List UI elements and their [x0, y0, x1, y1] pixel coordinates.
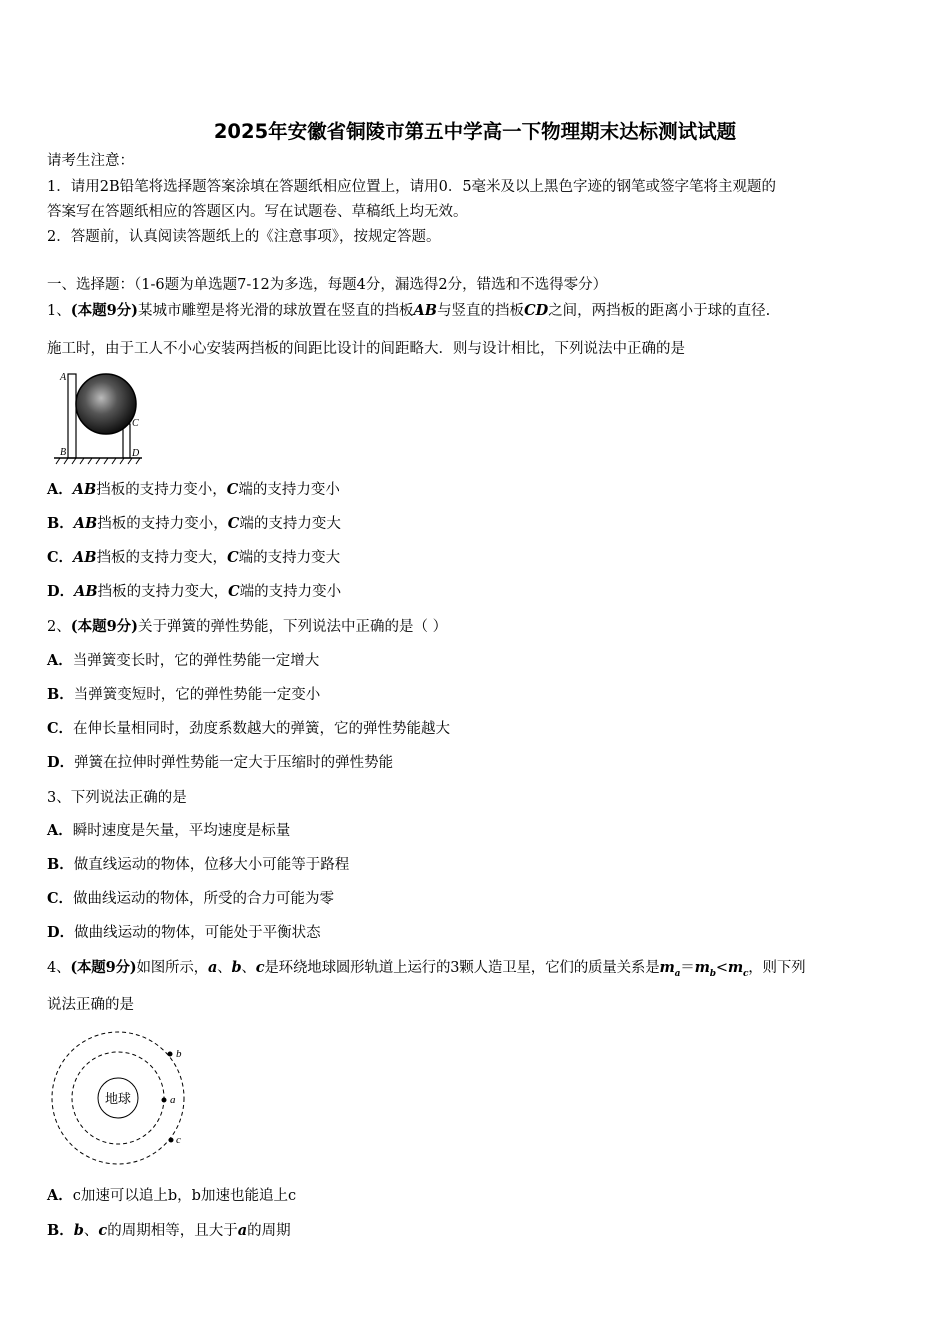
q4-b: b: [231, 959, 242, 976]
option-letter: A．: [47, 652, 73, 669]
q1-number: 1、: [47, 303, 71, 319]
q1-option-c: [47, 549, 340, 567]
option-letter: A．: [47, 822, 73, 839]
q2-option-a: [47, 652, 319, 670]
option-letter: D．: [47, 583, 75, 600]
option-text: 的周期相等，且大于: [107, 1223, 238, 1239]
option-text: 弹簧在拉伸时弹性势能一定大于压缩时的弹性势能: [74, 755, 394, 771]
q3-option-d: [47, 924, 321, 942]
q1-option-a: [47, 481, 340, 499]
option-c: C: [228, 583, 240, 600]
q4-score: (本题9分): [70, 959, 137, 976]
earth-label: 地球: [104, 1092, 132, 1107]
notice-line-3: 2．答题前，认真阅读答题纸上的《注意事项》，按规定答题。: [47, 229, 441, 245]
option-c: c: [98, 1222, 108, 1239]
option-text: 挡板的支持力变大，: [96, 550, 228, 566]
option-text: 挡板的支持力变大，: [97, 584, 229, 600]
ball: [76, 374, 136, 434]
option-ab: AB: [72, 481, 97, 498]
q1-option-d: [47, 583, 341, 601]
mass-subscript: c: [742, 968, 749, 979]
q1-ab: AB: [413, 302, 438, 319]
q4-number: 4、: [47, 960, 71, 976]
q1-cd: CD: [524, 302, 549, 319]
plate-cd: [123, 424, 130, 458]
option-c: C: [227, 515, 240, 532]
ball-between-plates-figure: [50, 368, 150, 466]
option-c: C: [226, 481, 239, 498]
option-text: 当弹簧变长时，它的弹性势能一定增大: [72, 653, 320, 669]
mass-symbol: m: [694, 959, 710, 976]
q4-sep: 、: [217, 960, 232, 976]
q3-stem: 3、下列说法正确的是: [47, 790, 187, 806]
option-sep: 、: [83, 1223, 99, 1239]
satellite-c-label: c: [176, 1134, 181, 1146]
q2-text: 关于弹簧的弹性势能，下列说法中正确的是（ ）: [138, 619, 448, 635]
q4-stem-line-2: 说法正确的是: [47, 997, 134, 1013]
q4-sep: 、: [241, 960, 256, 976]
option-letter: A．: [47, 1187, 73, 1204]
q4-option-b: [47, 1222, 291, 1240]
satellite-a: [162, 1098, 167, 1103]
plate-ab: [68, 374, 76, 458]
q4-option-a: [47, 1187, 296, 1205]
mass-symbol: m: [659, 959, 675, 976]
option-letter: C．: [47, 549, 74, 566]
q2-score: (本题9分): [70, 618, 139, 635]
q4-text: 是环绕地球圆形轨道上运行的3颗人造卫星，它们的质量关系是: [264, 960, 660, 976]
q3-option-a: [47, 822, 290, 840]
q2-option-d: [47, 754, 393, 772]
q1-text: 某城市雕塑是将光滑的球放置在竖直的挡板: [138, 303, 414, 319]
q1-option-b: [47, 515, 341, 533]
less-than-sign: <: [715, 960, 728, 976]
q4-a: a: [207, 959, 218, 976]
option-text: 端的支持力变小: [238, 482, 340, 498]
mass-symbol: m: [727, 959, 743, 976]
notice-line-1: 1．请用2B铅笔将选择题答案涂填在答题纸相应位置上，请用0．5毫米及以上黑色字迹的钢笔或签字笔将主观题的: [47, 179, 777, 195]
option-text: 端的支持力变小: [239, 584, 342, 600]
mass-subscript: a: [674, 968, 681, 979]
q4-text: 如图所示，: [136, 960, 208, 976]
option-text: 的周期: [247, 1223, 291, 1239]
option-c: C: [227, 549, 239, 566]
q1-stem-line-2: 施工时，由于工人不小心安装两挡板的间距比设计的间距略大．则与设计相比，下列说法中正确的是: [47, 341, 685, 357]
satellite-a-label: a: [170, 1094, 176, 1106]
option-text: 做直线运动的物体，位移大小可能等于路程: [73, 857, 350, 873]
q1-text: 与竖直的挡板: [437, 303, 525, 319]
option-text: 当弹簧变短时，它的弹性势能一定变小: [73, 687, 321, 703]
equals-sign: ＝: [680, 960, 695, 976]
option-text: 端的支持力变大: [239, 516, 341, 532]
page-title: 2025年安徽省铜陵市第五中学高一下物理期末达标测试试题: [213, 120, 737, 143]
option-letter: D．: [47, 754, 75, 771]
option-letter: B．: [47, 1222, 74, 1239]
option-letter: B．: [47, 856, 74, 873]
q1-stem-line-1: [47, 302, 770, 320]
option-text: 做曲线运动的物体，可能处于平衡状态: [74, 925, 321, 941]
q4-stem-line-1: [47, 959, 805, 983]
satellite-b: [168, 1052, 173, 1057]
option-text: 在伸长量相同时，劲度系数越大的弹簧，它的弹性势能越大: [73, 721, 451, 737]
q1-text: 之间，两挡板的距离小于球的直径.: [548, 303, 771, 319]
option-letter: C．: [47, 890, 74, 907]
label-d: D: [132, 448, 140, 459]
section-heading: 一、选择题：（1-6题为单选题7-12为多选，每题4分，漏选得2分，错选和不选得零分）: [47, 277, 608, 293]
option-letter: A．: [47, 481, 73, 498]
option-text: c加速可以追上b，b加速也能追上c: [72, 1188, 297, 1204]
q4-text: ，则下列: [748, 960, 806, 976]
option-a: a: [237, 1222, 248, 1239]
option-text: 端的支持力变大: [238, 550, 341, 566]
option-text: 瞬时速度是矢量，平均速度是标量: [72, 823, 291, 839]
notice-heading: 请考生注意：: [47, 153, 134, 169]
option-letter: B．: [47, 515, 74, 532]
q2-option-b: [47, 686, 320, 704]
option-ab: AB: [73, 515, 98, 532]
label-a: A: [60, 372, 67, 383]
q2-number: 2、: [47, 619, 71, 635]
notice-line-2: 答案写在答题纸相应的答题区内。写在试题卷、草稿纸上均无效。: [47, 204, 468, 220]
option-letter: B．: [47, 686, 74, 703]
satellite-c: [169, 1138, 174, 1143]
q3-option-c: [47, 890, 334, 908]
label-c: C: [132, 418, 139, 429]
label-b: B: [60, 447, 67, 458]
option-text: 挡板的支持力变小，: [96, 482, 227, 498]
option-letter: D．: [47, 924, 75, 941]
mass-subscript: b: [709, 968, 716, 979]
satellite-b-label: b: [176, 1048, 182, 1060]
option-text: 做曲线运动的物体，所受的合力可能为零: [73, 891, 335, 907]
q2-stem: [47, 618, 447, 636]
option-letter: C．: [47, 720, 74, 737]
option-b: b: [73, 1222, 84, 1239]
option-ab: AB: [74, 583, 98, 600]
q3-option-b: [47, 856, 349, 874]
option-text: 挡板的支持力变小，: [97, 516, 228, 532]
q4-c: c: [255, 959, 265, 976]
option-ab: AB: [73, 549, 97, 566]
satellite-orbits-figure: [48, 1030, 193, 1170]
q2-option-c: [47, 720, 450, 738]
q1-score: (本题9分): [70, 302, 139, 319]
